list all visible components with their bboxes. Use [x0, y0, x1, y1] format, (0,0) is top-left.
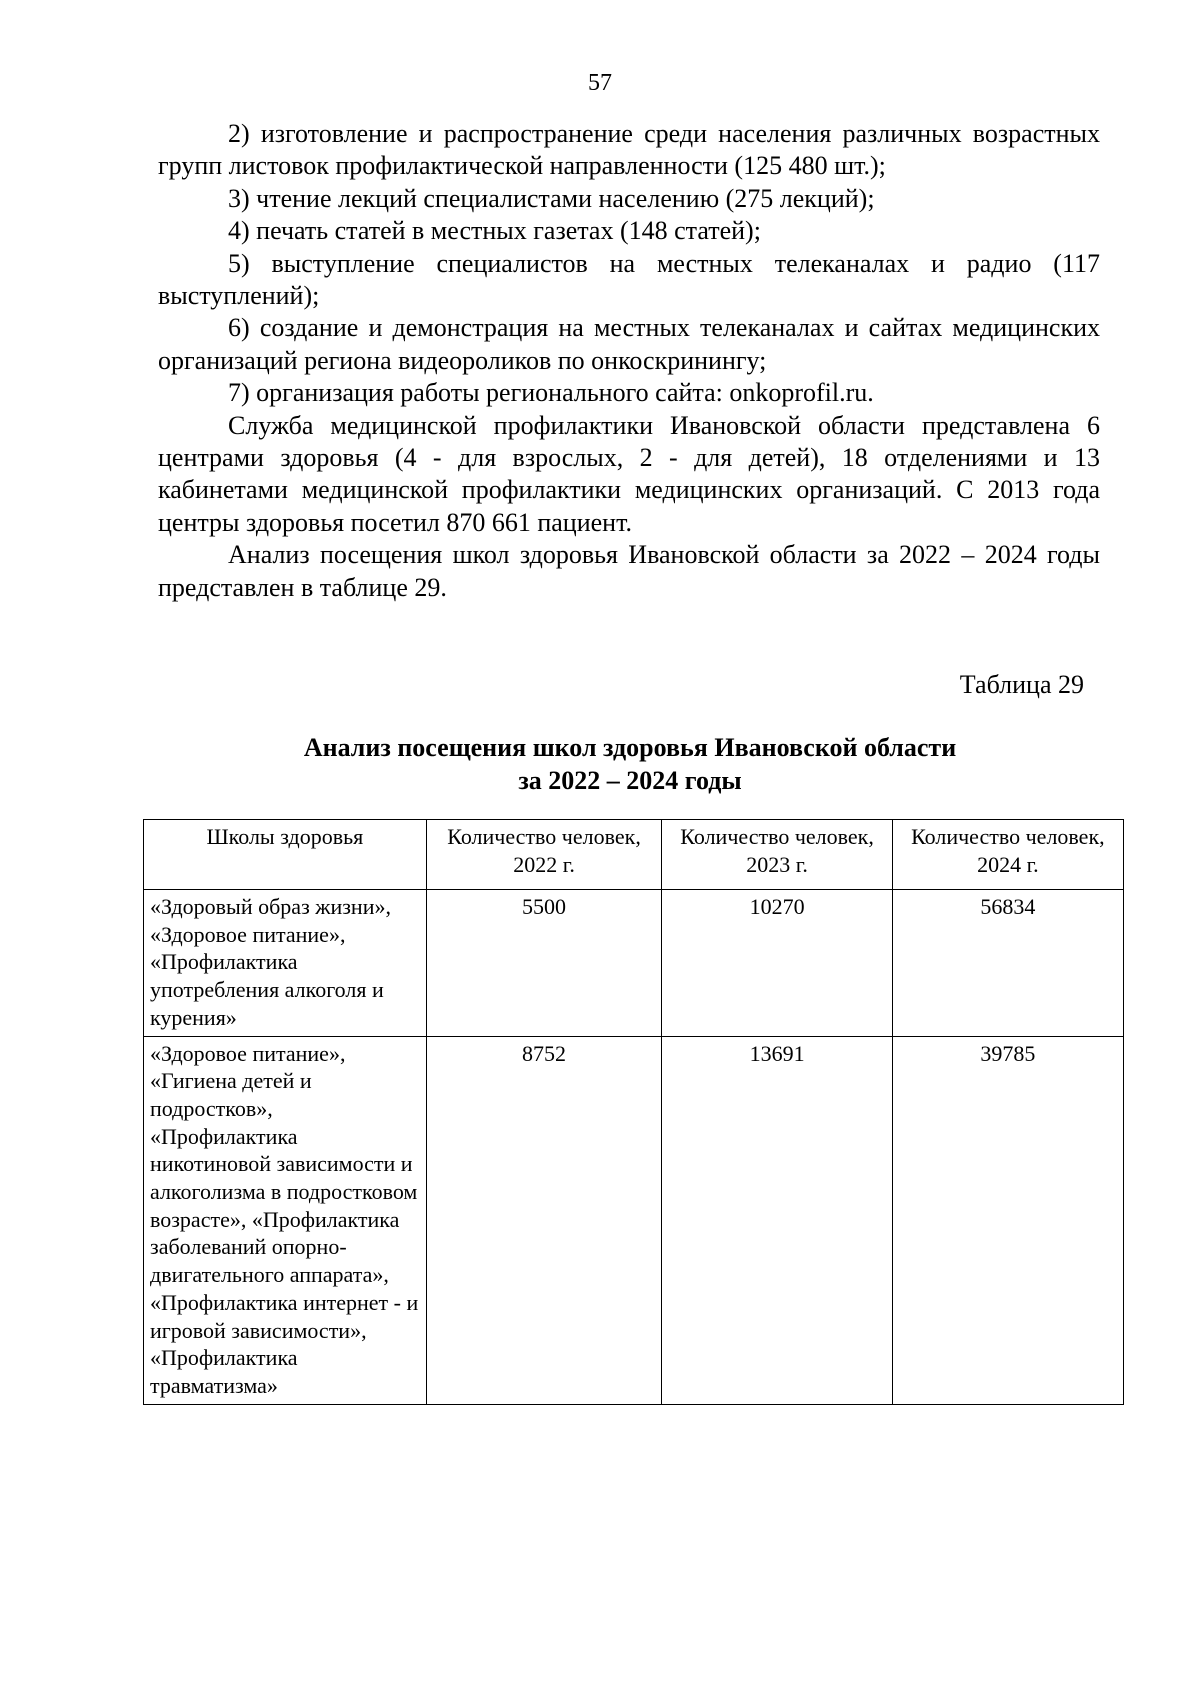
cell-schools: «Здоровое питание», «Гигиена детей и подростков», «Профилактика никотиновой зависимости и алкоголизма в подростковом возрасте», «Профилактика заболеваний опорно-двигательного аппарата», «Профилактика интернет - и игровой зависимости», «Профилактика травматизма» — [144, 1036, 427, 1404]
table-row — [144, 890, 1124, 1037]
paragraph-item-5: 5) выступление специалистов на местных телеканалах и радио (117 выступлений); — [158, 248, 1100, 311]
paragraph-item-7: 7) организация работы регионального сайта: onkoprofil.ru. — [228, 378, 874, 408]
paragraph-service-description: Служба медицинской профилактики Ивановской области представлена 6 центрами здоровья (4 - для взрослых, 2 - для детей), 18 отделениями и 13 кабинетами медицинской профилактики медицинских организаций. С 2013 года центры здоровья посетил 870 661 пациент. — [158, 410, 1100, 537]
cell-2022: 8752 — [426, 1036, 662, 1404]
cell-2022: 5500 — [426, 890, 662, 1037]
cell-2024: 39785 — [892, 1036, 1123, 1404]
header-2022: Количество человек, 2022 г. — [426, 820, 662, 890]
paragraph-item-3: 3) чтение лекций специалистами населению (275 лекций); — [228, 183, 875, 213]
table-label: Таблица 29 — [959, 670, 1084, 699]
table-title-line2: за 2022 – 2024 годы — [518, 766, 742, 795]
table-header-row — [144, 820, 1124, 890]
cell-2023: 10270 — [662, 890, 892, 1037]
health-schools-table — [143, 819, 1124, 1405]
header-2023: Количество человек, 2023 г. — [662, 820, 892, 890]
cell-schools: «Здоровый образ жизни», «Здоровое питание», «Профилактика употребления алкоголя и курения» — [144, 890, 427, 1037]
paragraph-table-intro: Анализ посещения школ здоровья Ивановской области за 2022 – 2024 годы представлен в таблице 29. — [158, 540, 1100, 602]
header-2024: Количество человек, 2024 г. — [892, 820, 1123, 890]
table-title — [0, 731, 1200, 797]
paragraph-item-4: 4) печать статей в местных газетах (148 статей); — [228, 216, 761, 246]
paragraph-item-6: 6) создание и демонстрация на местных телеканалах и сайтах медицинских организаций региона видеороликов по онкоскринингу; — [158, 313, 1100, 375]
page-number: 57 — [588, 70, 612, 96]
paragraph-item-2: 2) изготовление и распространение среди населения различных возрастных групп листовок профилактической направленности (125 480 шт.); — [158, 119, 1100, 181]
table-row — [144, 1036, 1124, 1404]
body-text — [158, 118, 1100, 604]
cell-2024: 56834 — [892, 890, 1123, 1037]
header-schools: Школы здоровья — [144, 820, 427, 890]
cell-2023: 13691 — [662, 1036, 892, 1404]
table-title-line1: Анализ посещения школ здоровья Ивановской области — [303, 733, 957, 762]
